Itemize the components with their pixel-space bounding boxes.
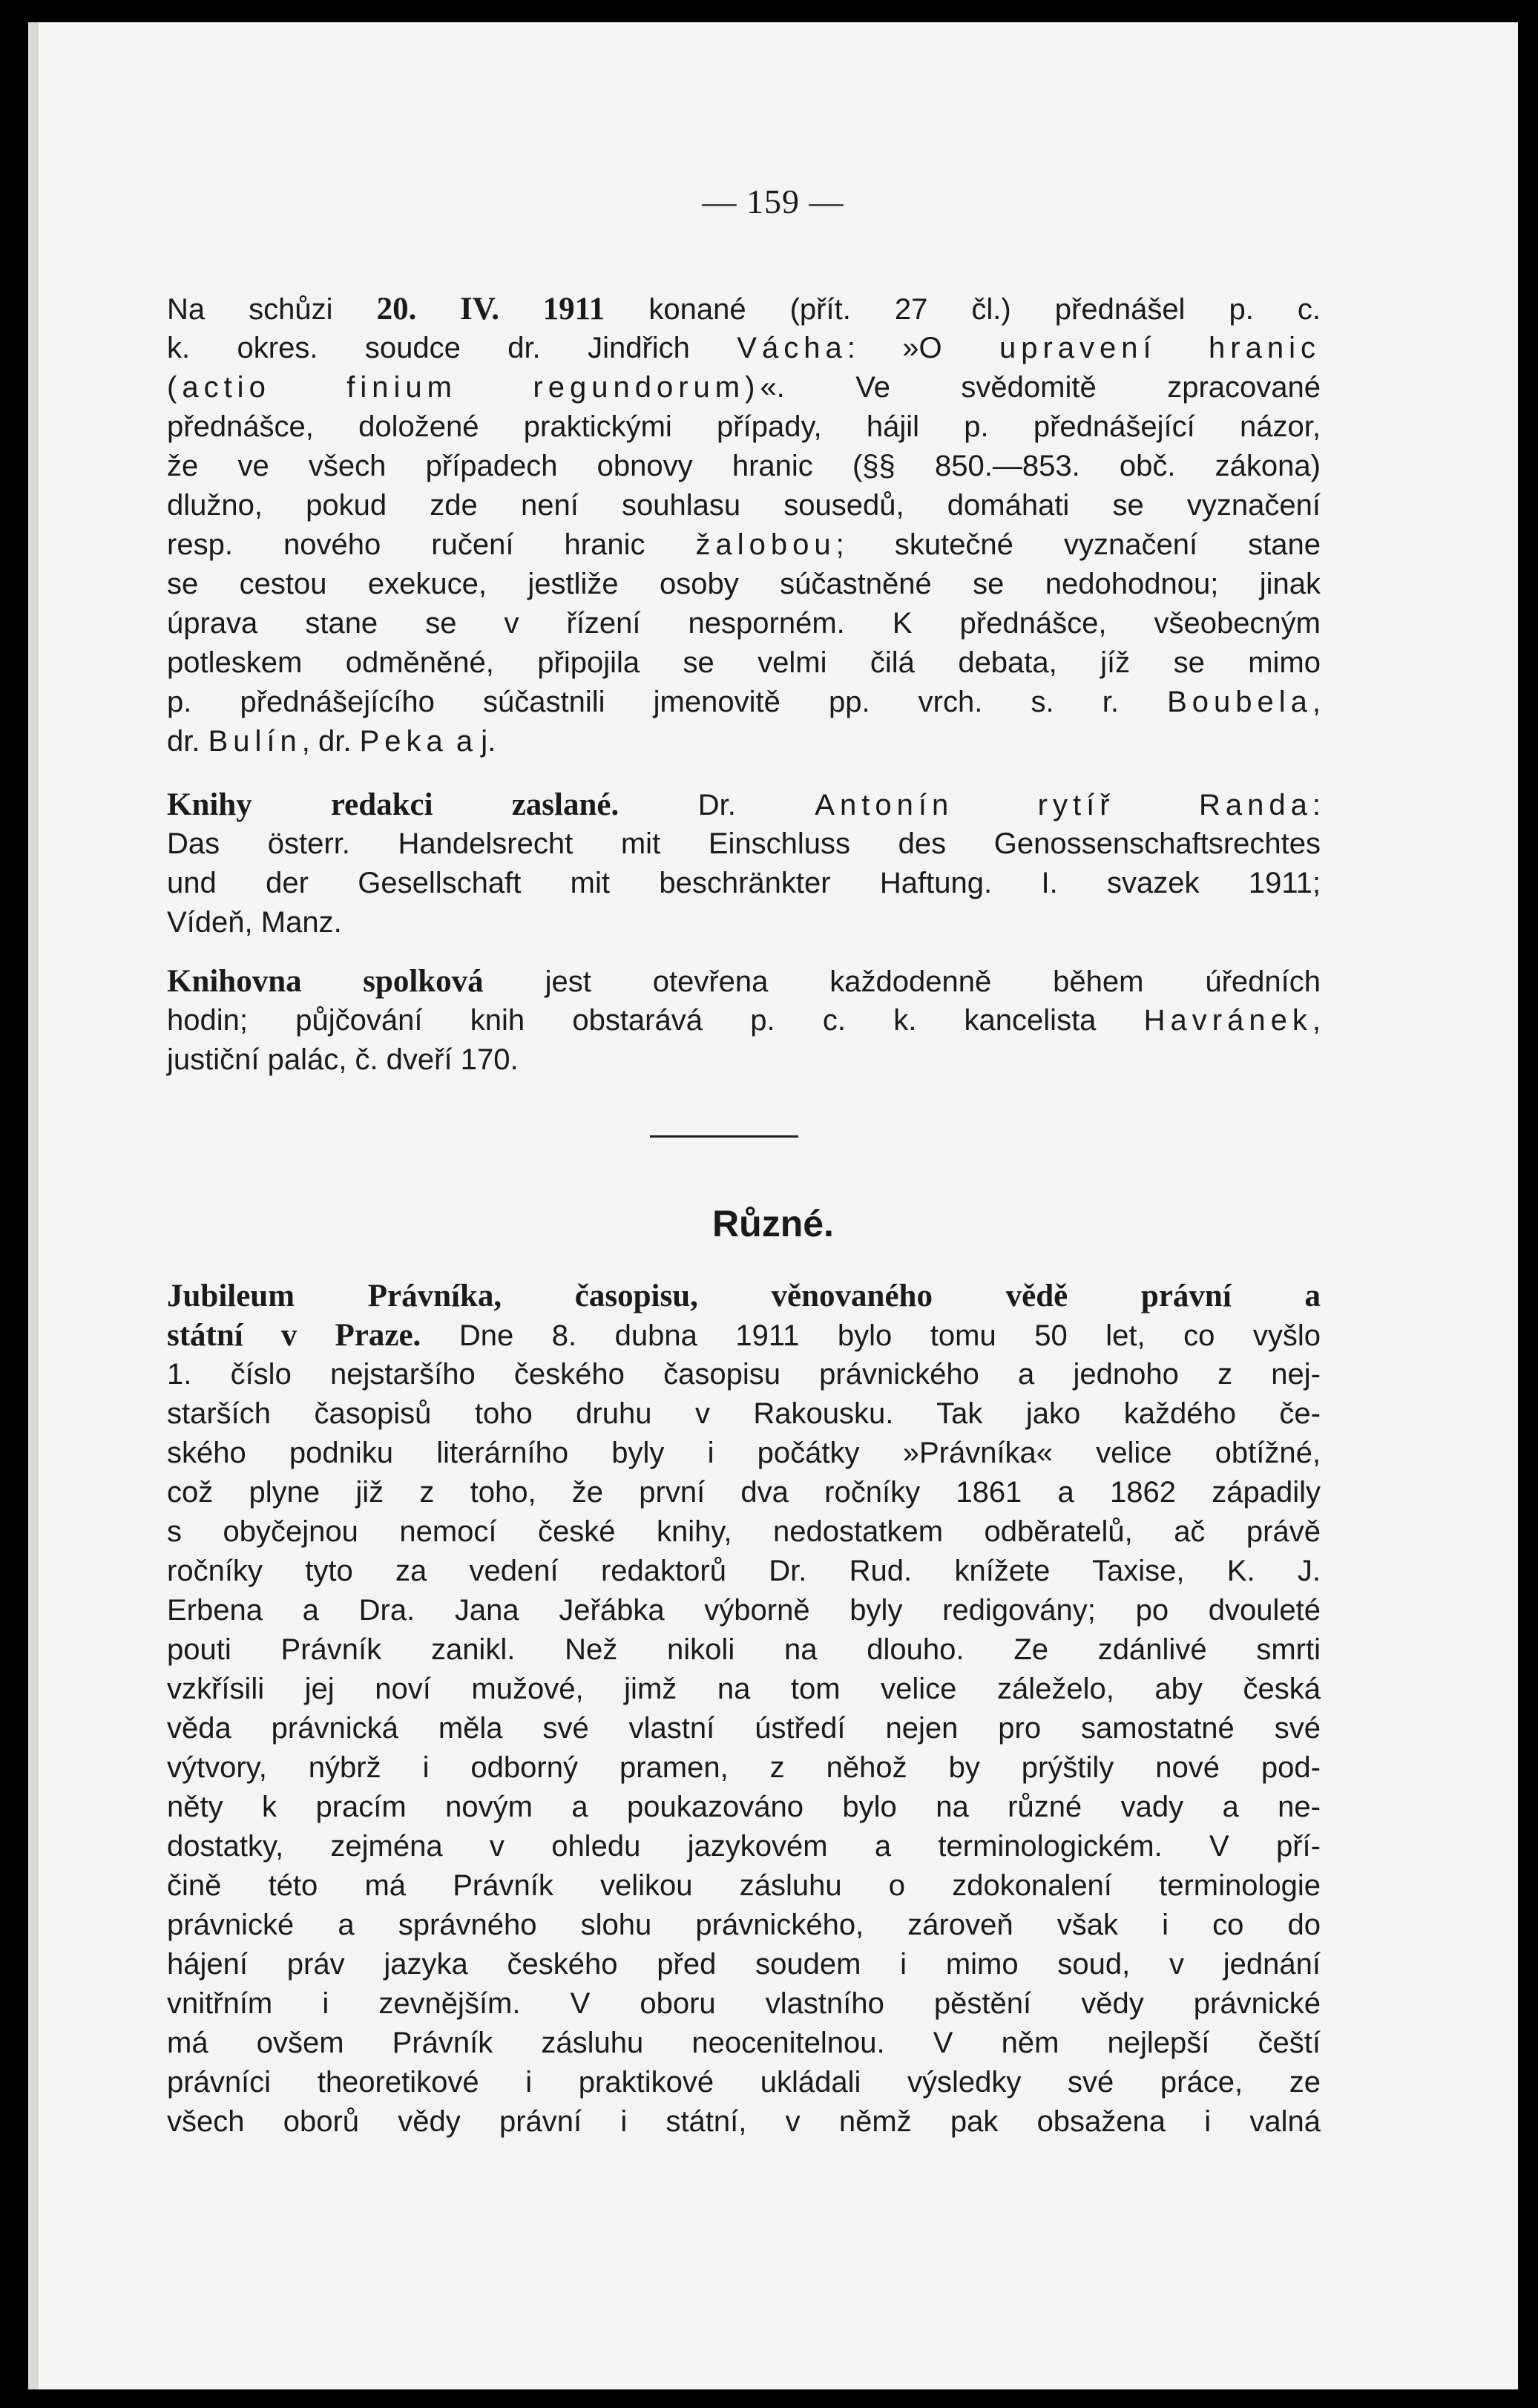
section-title: Různé.	[712, 1203, 834, 1244]
text-line	[167, 1512, 1321, 1552]
text-span: p. přednášejícího súčastnili jmenovitě pp. vrch. s. r.	[167, 686, 1168, 718]
text-line	[167, 1788, 1321, 1827]
text-line	[167, 486, 1321, 525]
text-line	[167, 1355, 1321, 1394]
text-span: dlužno, pokud zde není souhlasu sousedů, domáhati se vyznačení	[167, 489, 1321, 522]
text-span: což plyne již z toho, že první dva ročníky 1861 a 1862 západily	[167, 1476, 1321, 1509]
section-divider	[650, 1135, 798, 1138]
text-span: všech oborů vědy právní i státní, v němž pak obsažena i valná	[167, 2105, 1321, 2138]
text-line	[167, 824, 1321, 864]
text-span: výtvory, nýbrž i odborný pramen, z něhož by prýštily nové pod-	[167, 1751, 1321, 1784]
text-line	[167, 525, 1321, 565]
bold-heading-text: Jubileum Právníka, časopisu, věnovaného vědě právní a	[167, 1279, 1321, 1313]
text-line	[167, 289, 1321, 329]
text-span: se cestou exekuce, jestliže osoby súčastněné se nedohodnou; jinak	[167, 568, 1321, 600]
text-line	[167, 1984, 1321, 2024]
text-span: 1. číslo nejstaršího českého časopisu právnického a jednoho z nej-	[167, 1358, 1321, 1391]
text-line	[167, 1434, 1321, 1473]
spaced-name-text: Havránek	[1143, 1004, 1312, 1037]
text-line	[167, 1866, 1321, 1906]
text-span: úprava stane se v řízení nesporném. K přednášce, všeobecným	[167, 607, 1321, 640]
text-span: právnické a správného slohu právnického, zároveň však i co do	[167, 1909, 1321, 1941]
text-span: jest otevřena každodenně během úředních	[483, 965, 1321, 998]
text-span: starších časopisů toho druhu v Rakousku. Tak jako každého če-	[167, 1397, 1321, 1430]
text-line	[167, 864, 1321, 903]
text-span: «. Ve svědomitě zpracované	[760, 371, 1321, 404]
text-line	[167, 1945, 1321, 1984]
text-line	[167, 565, 1321, 604]
text-span: hodin; půjčování knih obstarává p. c. k. kancelista	[167, 1004, 1144, 1037]
text-span: pouti Právník zanikl. Než nikoli na dlouho. Ze zdánlivé smrti	[167, 1633, 1321, 1666]
spaced-name-text: Vácha	[737, 332, 847, 364]
text-span: potleskem odměněné, připojila se velmi čilá debata, jíž se mimo	[167, 646, 1321, 679]
text-line	[167, 1001, 1321, 1040]
text-span: ročníky tyto za vedení redaktorů Dr. Rud. knížete Taxise, K. J.	[167, 1555, 1321, 1587]
bold-heading-text: Knihovna spolková	[167, 964, 484, 999]
text-line	[167, 2102, 1321, 2142]
text-line	[167, 2024, 1321, 2063]
spaced-name-text: Bulín	[208, 725, 302, 758]
book-page	[28, 22, 1518, 2389]
text-line	[167, 1552, 1321, 1591]
text-span: přednášce, doložené praktickými případy, hájil p. přednášející názor,	[167, 410, 1321, 443]
jubilee-paragraph	[167, 1276, 1321, 2142]
text-span: Dne 8. dubna 1911 bylo tomu 50 let, co vyšlo	[421, 1319, 1321, 1352]
text-line	[167, 1670, 1321, 1709]
text-line	[167, 1630, 1321, 1670]
text-span: resp. nového ručení hranic	[167, 528, 696, 561]
text-span: ského podniku literárního byly i počátky »Právníka« velice obtížné,	[167, 1437, 1321, 1469]
text-span: : »	[847, 332, 919, 364]
books-received-paragraph	[167, 785, 1321, 942]
bold-heading-text: 20. IV. 1911	[376, 292, 605, 327]
text-span: něty k pracím novým a poukazováno bylo na různé vady a ne-	[167, 1791, 1321, 1823]
text-span: vnitřním i zevnějším. V oboru vlastního pěstění vědy právnické	[167, 1987, 1321, 2020]
text-line	[167, 1040, 1321, 1080]
text-line	[167, 1709, 1321, 1748]
page-number: — 159 —	[702, 183, 844, 220]
text-line	[167, 643, 1321, 683]
text-span: hájení práv jazyka českého před soudem i mimo soud, v jednání	[167, 1948, 1321, 1981]
text-span: Das österr. Handelsrecht mit Einschluss des Genossenschaftsrechtes	[167, 827, 1321, 860]
library-paragraph	[167, 962, 1321, 1080]
text-line	[167, 1394, 1321, 1434]
text-span: Dr.	[619, 789, 815, 821]
text-line	[167, 962, 1321, 1001]
text-line	[167, 683, 1321, 722]
text-span: ,	[1312, 1004, 1321, 1037]
text-line	[167, 1591, 1321, 1630]
text-span: s obyčejnou nemocí české knihy, nedostatkem odběratelů, ač právě	[167, 1515, 1321, 1548]
text-line	[167, 785, 1321, 824]
text-span: justiční palác, č. dveří 170.	[167, 1043, 519, 1076]
text-span: dostatky, zejména v ohledu jazykovém a terminologickém. V pří-	[167, 1830, 1321, 1863]
text-span: věda právnická měla své vlastní ústředí nejen pro samostatné své	[167, 1712, 1321, 1745]
bold-heading-text: Knihy redakci zaslané.	[167, 787, 620, 822]
text-span: , dr.	[301, 725, 360, 758]
spaced-name-text: Boubela	[1167, 686, 1312, 718]
text-line	[167, 2063, 1321, 2102]
text-span: právníci theoretikové i praktikové ukládali výsledky své práce, ze	[167, 2066, 1321, 2099]
text-line	[167, 368, 1321, 407]
text-line	[167, 1748, 1321, 1788]
spaced-name-text: Antonín rytíř Randa	[815, 789, 1312, 821]
text-line	[167, 447, 1321, 486]
spaced-name-text: žalobou	[695, 528, 836, 561]
text-span: konané (přít. 27 čl.) přednášel p. c.	[605, 293, 1321, 326]
text-span: vzkřísili jej noví mužové, jimž na tom velice záleželo, aby česká	[167, 1673, 1321, 1705]
text-line	[167, 903, 1321, 942]
text-span: Erbena a Dra. Jana Jeřábka výborně byly redigovány; po dvouleté	[167, 1594, 1321, 1627]
text-span: k. okres. soudce dr. Jindřich	[167, 332, 737, 364]
text-span: čině této má Právník velikou zásluhu o zdokonalení terminologie	[167, 1869, 1321, 1902]
text-line	[167, 1316, 1321, 1355]
text-line	[167, 1827, 1321, 1866]
text-span: :	[1312, 789, 1321, 821]
text-span: má ovšem Právník zásluhu neocenitelnou. V něm nejlepší čeští	[167, 2027, 1321, 2059]
bold-heading-text: státní v Praze.	[167, 1318, 421, 1353]
text-line	[167, 329, 1321, 368]
text-line	[167, 1906, 1321, 1945]
text-line	[167, 407, 1321, 447]
meeting-report-paragraph	[167, 289, 1321, 761]
text-line	[167, 1473, 1321, 1512]
text-line	[167, 722, 1321, 761]
text-span: und der Gesellschaft mit beschränkter Haftung. I. svazek 1911;	[167, 867, 1321, 899]
text-span: že ve všech případech obnovy hranic (§§ 850.—853. obč. zákona)	[167, 450, 1321, 482]
text-span: ,	[1312, 686, 1321, 718]
text-span: dr.	[167, 725, 208, 758]
text-line	[167, 604, 1321, 643]
spaced-name-text: O upravení hranic	[918, 332, 1321, 364]
text-span: a j.	[447, 725, 496, 758]
spaced-name-text: Peka	[359, 725, 448, 758]
spaced-name-text: (actio finium regundorum)	[167, 371, 760, 404]
text-line	[167, 1276, 1321, 1316]
text-span: ; skutečné vyznačení stane	[835, 528, 1321, 561]
text-span: Vídeň, Manz.	[167, 906, 342, 939]
text-span: Na schůzi	[167, 293, 377, 326]
